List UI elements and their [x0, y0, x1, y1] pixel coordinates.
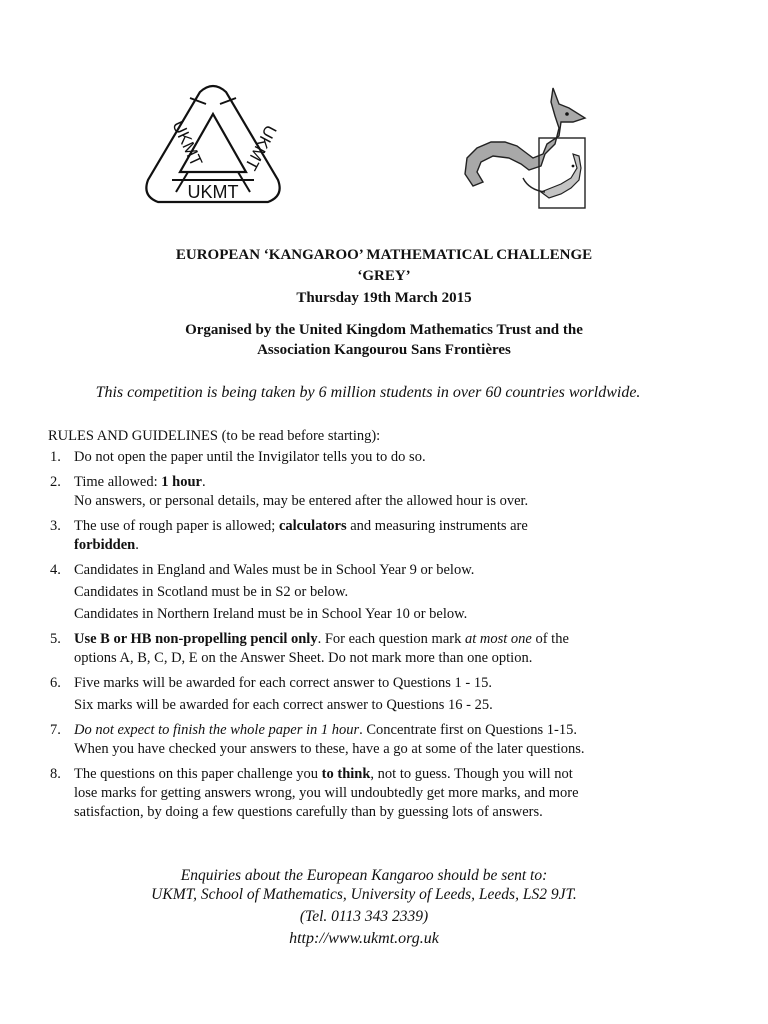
rule-text: Candidates in England and Wales must be in School Year 9 or below.	[74, 562, 475, 578]
competition-title: EUROPEAN ‘KANGAROO’ MATHEMATICAL CHALLENGE	[175, 247, 593, 263]
ukmt-logo-label: UKMT	[187, 182, 239, 202]
rule-4	[48, 561, 738, 624]
rule-text: Do not expect to finish the whole paper in 1 hour. Concentrate first on Questions 1-15.	[74, 722, 578, 738]
rule-text: forbidden.	[74, 537, 139, 553]
rule-text: Use B or HB non-propelling pencil only. For each question mark at most one of the	[74, 631, 569, 647]
rule-6	[48, 674, 738, 715]
rule-number: 5.	[50, 631, 61, 647]
rule-7	[48, 721, 738, 759]
rule-number: 8.	[50, 766, 61, 782]
contact-phone: (Tel. 0113 343 2339)	[299, 908, 429, 925]
rule-number: 1.	[50, 449, 61, 465]
organiser-line-1: Organised by the United Kingdom Mathematics Trust and the	[185, 322, 583, 338]
tagline: This competition is being taken by 6 million students in over 60 countries worldwide.	[95, 384, 641, 401]
rules-section	[48, 427, 738, 822]
rule-text: Candidates in Scotland must be in S2 or below.	[74, 584, 349, 600]
rules-heading: RULES AND GUIDELINES (to be read before starting):	[48, 428, 381, 444]
rule-5	[48, 630, 738, 668]
rule-1	[48, 448, 738, 467]
rule-number: 6.	[50, 675, 61, 691]
rule-3	[48, 517, 738, 555]
rule-text: Candidates in Northern Ireland must be in School Year 10 or below.	[74, 606, 468, 622]
rule-8	[48, 765, 738, 822]
rule-text: No answers, or personal details, may be entered after the allowed hour is over.	[74, 493, 529, 509]
rule-text: Time allowed: 1 hour.	[74, 474, 206, 490]
rule-number: 2.	[50, 474, 61, 490]
rule-text: Do not open the paper until the Invigilator tells you to do so.	[74, 449, 426, 465]
website-link[interactable]: http://www.ukmt.org.uk	[289, 930, 439, 947]
kangaroo-logo-icon	[455, 82, 593, 210]
rule-text: lose marks for getting answers wrong, you will undoubtedly get more marks, and more	[74, 785, 579, 801]
rule-text: Five marks will be awarded for each correct answer to Questions 1 - 15.	[74, 675, 492, 691]
rule-2	[48, 473, 738, 511]
competition-edition: ‘GREY’	[357, 268, 411, 284]
svg-text:UKMT: UKMT	[168, 117, 206, 170]
rule-number: 4.	[50, 562, 61, 578]
rule-number: 3.	[50, 518, 61, 534]
organiser-line-2: Association Kangourou Sans Frontières	[257, 342, 511, 358]
svg-text:UKMT: UKMT	[240, 121, 281, 174]
rule-text: satisfaction, by doing a few questions carefully than by guessing lots of answers.	[74, 804, 543, 820]
contact-address: UKMT, School of Mathematics, University of Leeds, Leeds, LS2 9JT.	[151, 886, 577, 903]
rule-number: 7.	[50, 722, 61, 738]
enquiries-intro: Enquiries about the European Kangaroo should be sent to:	[180, 867, 548, 884]
rule-text: When you have checked your answers to these, have a go at some of the later questions.	[74, 741, 585, 757]
rule-text: Six marks will be awarded for each correct answer to Questions 16 - 25.	[74, 697, 493, 713]
rule-text: options A, B, C, D, E on the Answer Sheet. Do not mark more than one option.	[74, 650, 533, 666]
ukmt-triangle-logo-icon	[142, 84, 284, 208]
rule-text: The questions on this paper challenge you to think, not to guess. Though you will not	[74, 766, 573, 782]
competition-date: Thursday 19th March 2015	[296, 290, 472, 306]
rule-text: The use of rough paper is allowed; calculators and measuring instruments are	[74, 518, 528, 534]
